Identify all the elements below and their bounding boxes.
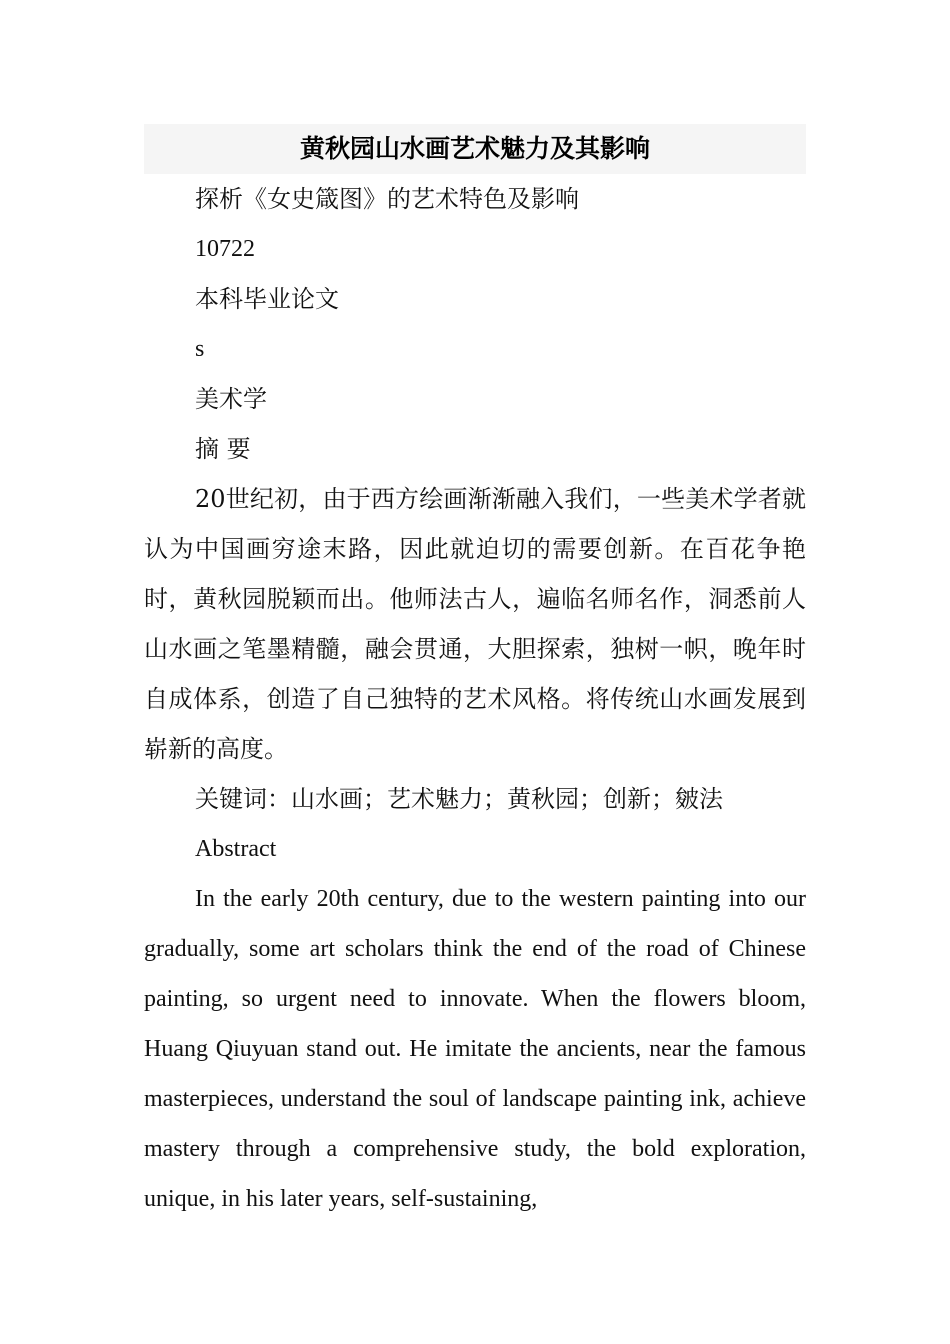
- keywords-line: 关键词：山水画；艺术魅力；黄秋园；创新；皴法: [195, 785, 723, 813]
- major-line: 美术学: [195, 385, 267, 413]
- s-line: s: [195, 336, 205, 362]
- document-title: 黄秋园山水画艺术魅力及其影响: [144, 124, 806, 174]
- abstract-en-heading: Abstract: [195, 836, 277, 862]
- code-line: 10722: [195, 236, 255, 262]
- subtitle-line: 探析《女史箴图》的艺术特色及影响: [195, 185, 579, 213]
- document-body: [144, 124, 806, 1224]
- abstract-cn-paragraph: 20世纪初，由于西方绘画渐渐融入我们，一些美术学者就认为中国画穷途末路，因此就迫切的需要创新。在百花争艳时，黄秋园脱颖而出。他师法古人，遍临名师名作，洞悉前人山水画之笔墨精髓，融会贯通，大胆探索，独树一帜，晚年时自成体系，创造了自己独特的艺术风格。将传统山水画发展到崭新的高度。: [144, 485, 806, 763]
- abstract-en-paragraph: In the early 20th century, due to the western painting into our gradually, some art scholars think the end of the road of Chinese painting, so urgent need to innovate. When the flowers bloom, Huang Qiuyuan stand out. He imitate the ancients, near the famous masterpieces, understand the soul of landscape painting ink, achieve mastery through a comprehensive study, the bold exploration, unique, in his later years, self-sustaining,: [144, 886, 806, 1212]
- thesis-type-line: 本科毕业论文: [195, 285, 339, 313]
- abstract-cn-heading: 摘 要: [195, 435, 251, 463]
